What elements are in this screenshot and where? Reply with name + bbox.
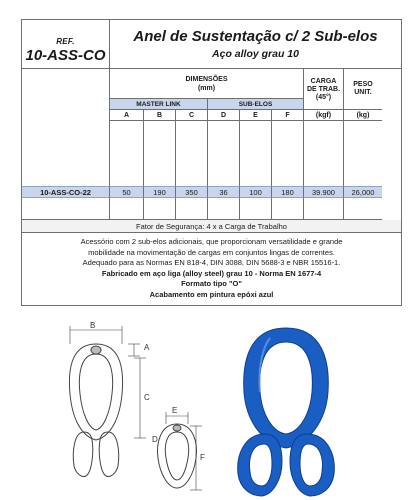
row-c: 350 — [176, 186, 208, 198]
ref-column-blank — [22, 69, 110, 186]
carga-label-3: (45°) — [315, 94, 332, 101]
dim-label-c: C — [144, 393, 150, 402]
title-cell — [110, 20, 401, 68]
col-d: D — [208, 110, 240, 121]
product-subtitle: Aço alloy grau 10 — [212, 48, 299, 60]
dim-label-a: A — [144, 343, 150, 352]
dim-label-b: B — [90, 321, 96, 330]
dim-label-e: E — [172, 406, 178, 415]
row-d: 36 — [208, 186, 240, 198]
technical-drawings — [0, 318, 417, 500]
row-a: 50 — [110, 186, 144, 198]
blank-cell — [344, 198, 382, 220]
row-peso: 26,000 — [344, 186, 382, 198]
description — [22, 233, 401, 305]
blank-cell — [176, 198, 208, 220]
row-e: 100 — [240, 186, 272, 198]
blank-cell — [110, 198, 144, 220]
col-a: A — [110, 110, 144, 121]
blank-cell — [208, 198, 240, 220]
sheet-header — [22, 20, 401, 69]
peso-header — [344, 69, 382, 110]
ref-label: REF. — [56, 37, 75, 46]
description-line: Acabamento em pintura epóxi azul — [149, 289, 274, 299]
ref-cell — [22, 20, 110, 68]
product-photo — [238, 328, 335, 496]
sub-link-drawing — [158, 412, 202, 490]
col-e: E — [240, 110, 272, 121]
row-b: 190 — [144, 186, 176, 198]
peso-label-1: PESO — [353, 81, 373, 88]
row-carga: 39.900 — [304, 186, 344, 198]
blank-cell — [344, 121, 382, 186]
description-line: Formato tipo "O" — [181, 279, 242, 289]
description-line: Acessório com 2 sub-elos adicionais, que proporcionam versatilidade e grande — [80, 237, 343, 246]
blank-cell — [110, 121, 144, 186]
product-title: Anel de Sustentação c/ 2 Sub-elos — [133, 28, 378, 45]
sub-elos-header: SUB-ELOS — [208, 99, 304, 110]
blank-cell — [176, 121, 208, 186]
col-b: B — [144, 110, 176, 121]
blank-cell — [240, 121, 272, 186]
row-ref: 10-ASS-CO-22 — [22, 186, 110, 198]
dim-label-f: F — [200, 453, 205, 462]
blank-cell — [304, 121, 344, 186]
master-link-header: MASTER LINK — [110, 99, 208, 110]
blank-cell — [304, 198, 344, 220]
safety-factor: Fator de Segurança: 4 x a Carga de Trabalho — [22, 220, 401, 233]
dimensions-label: DIMENSÕES — [185, 75, 228, 83]
blank-cell — [208, 121, 240, 186]
master-link-drawing — [69, 326, 146, 477]
blank-cell — [272, 198, 304, 220]
description-line: Fabricado em aço liga (alloy steel) grau 10 - Norma EN 1677-4 — [101, 268, 322, 278]
col-f: F — [272, 110, 304, 121]
dimensions-header — [110, 69, 304, 99]
col-c: C — [176, 110, 208, 121]
spec-sheet — [21, 19, 402, 306]
unit-carga: (kgf) — [304, 110, 344, 121]
carga-label-1: CARGA — [310, 78, 337, 85]
spec-table — [22, 69, 401, 220]
ref-code: 10-ASS-CO — [25, 47, 106, 64]
blank-cell — [22, 198, 110, 220]
description-line: mobilidade na movimentação de cargas em conjuntos lingas de correntes. — [88, 247, 335, 257]
blank-cell — [272, 121, 304, 186]
blank-cell — [144, 198, 176, 220]
carga-header — [304, 69, 344, 110]
peso-label-2: UNIT. — [354, 89, 372, 96]
carga-label-2: DE TRAB. — [306, 86, 341, 93]
unit-peso: (kg) — [344, 110, 382, 121]
blank-cell — [240, 198, 272, 220]
description-line: Adequado para as Normas EN 818-4, DIN 3088, DIN 5688-3 e NBR 15516-1. — [82, 258, 341, 268]
blank-cell — [144, 121, 176, 186]
dimensions-unit: (mm) — [197, 84, 216, 92]
row-f: 180 — [272, 186, 304, 198]
dim-label-d: D — [152, 435, 158, 444]
